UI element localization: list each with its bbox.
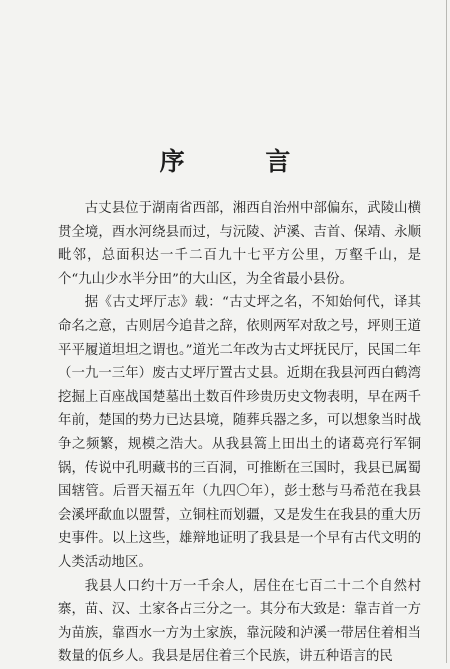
paragraph-history: 据《古丈坪厅志》载：“古丈坪之名，不知始何代，译其命名之意，古则居今追昔之辞，依则两军对敌之号，坪则王道平平履道坦坦之谓也。”道光二年改为古丈坪抚民厅，民国二年（一九一三年）废古丈坪厅置古丈县。近期在我县河西白鹤湾挖掘上百座战国楚墓出土数百件珍贵历史文物表明，早在两千年前，楚国的势力已达县境，随葬兵器之多，可以想象当时战争之频繁，规模之浩大。从我县篙上田出土的诸葛亮行军铜锅，传说中孔明藏书的三百洞，可推断在三国时，我县已属蜀国辖管。后晋天福五年（九四〇年），彭士愁与马希范在我县会溪坪歃血以盟誓，立铜柱而划疆，又是发生在我县的重大历史事件。以上这些，雄辩地证明了我县是一个早有古代文明的人类活动地区。	[58, 295, 421, 570]
page-edge	[446, 0, 447, 663]
paragraph-location: 古丈县位于湖南省西部，湘西自治州中部偏东，武陵山横贯全境，酉水河绕县而过，与沅陵、泸溪、吉首、保靖、永顺毗邻，总面积达一千二百九十七平方公里，万壑千山，是个“九山少水半分田”的大山区，为全省最小县份。	[58, 201, 421, 287]
preface-body	[58, 197, 421, 669]
paragraph-population: 我县人口约十万一千余人，居住在七百二十二个自然村寨，苗、汉、土家各占三分之一。其分布大致是：靠吉首一方为苗族，靠酉水一方为土家族，靠沅陵和泸溪一带居住着相当数量的佤乡人。我县是居住着三个民族，讲五种语言的民	[58, 578, 421, 665]
preface-heading: 序 言	[159, 147, 327, 176]
